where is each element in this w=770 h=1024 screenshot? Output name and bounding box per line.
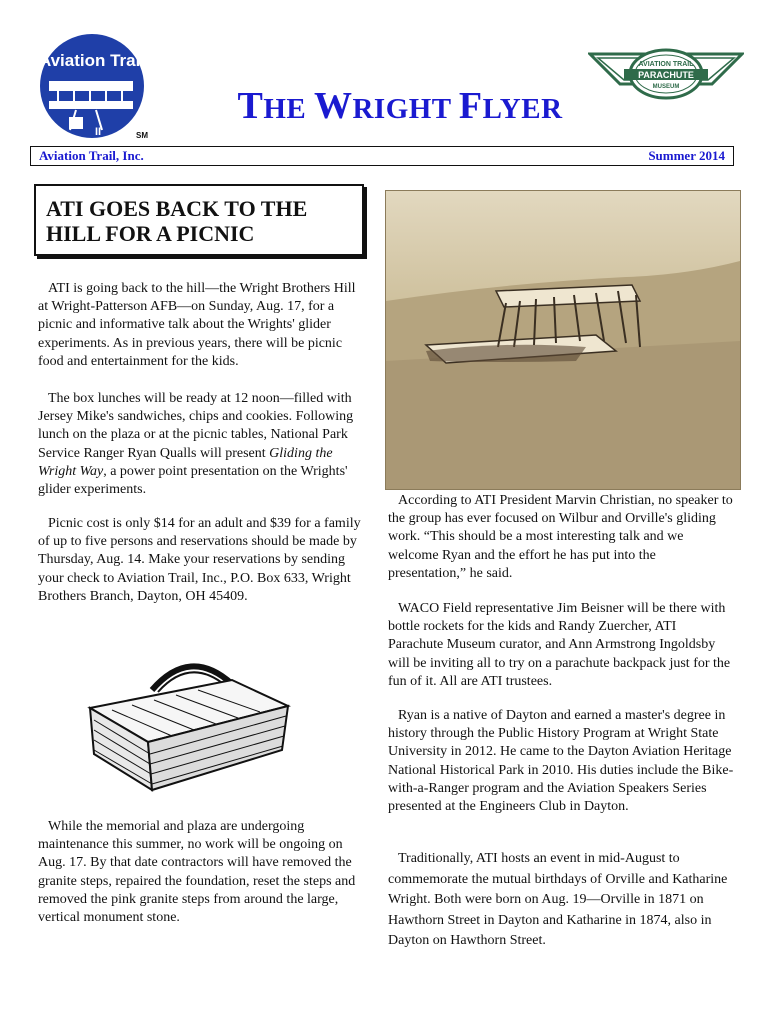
presentation-title: Gliding the Wright Way — [38, 445, 333, 479]
logo-right-line2: PARACHUTE — [638, 70, 694, 80]
paragraph-president-quote — [388, 492, 734, 583]
picnic-basket-illustration — [82, 650, 294, 798]
aviation-trail-logo — [36, 30, 148, 142]
paragraph-text: WACO Field representative Jim Beisner will be there with bottle rockets for the kids and Randy Zuercher, ATI Parachute Museum curator, and Ann Armstrong Ingoldsby will be inviting all to try on a parachute backpack just for the fun of it. All are ATI trustees. — [388, 601, 731, 689]
title-part: LYER — [482, 93, 563, 125]
title-part: F — [458, 85, 483, 127]
paragraph-text: While the memorial and plaza are undergoing maintenance this summer, no work will be ongoing on Aug. 17. By that date contractors will have removed the granite steps, repaired the foundation, reset the steps and removed the pink granite steps from around the large, vertical monument stone. — [38, 819, 356, 926]
paragraph-text: Ryan is a native of Dayton and earned a master's degree in history through the Public History Program at Wright State University in 2012. He came to the Dayton Aviation Heritage National Historical Park in 2010. His duties include the Bike-with-a-Ranger program and the Aviation Speakers Series presented at the Engineers Club in Dayton. — [388, 708, 734, 815]
paragraph-picnic-cost — [38, 515, 372, 606]
paragraph-text: The box lunches will be ready at 12 noon—filled with Jersey Mike's sandwiches, chips and cookies. Following lunch on the plaza or at the picnic tables, National Park Service Ranger Ryan Qualls will present — [38, 391, 354, 461]
title-part: HE — [263, 93, 314, 125]
title-part: RIGHT — [352, 93, 459, 125]
title-part: T — [237, 85, 264, 127]
paragraph-waco-field — [388, 600, 734, 691]
paragraph-box-lunches — [38, 390, 368, 499]
header-strip — [30, 146, 734, 166]
paragraph-birthdays — [388, 849, 734, 952]
paragraph-text: Traditionally, ATI hosts an event in mid-August to commemorate the mutual birthdays of Orville and Katharine Wright. Both were born on Aug. 19—Orville in 1871 on Hawthorn Street in Dayton and Katharine in 1874, also in Dayton on Hawthorn Street. — [388, 851, 728, 948]
paragraph-text: Picnic cost is only $14 for an adult and $39 for a family of up to five persons and reservations should be made by Thursday, Aug. 14. Make your reservations by sending your check to Aviation Trail, Inc., P.O. Box 633, Wright Brothers Branch, Dayton, OH 45409. — [38, 516, 361, 604]
logo-right-line1: AVIATION TRAIL — [638, 61, 694, 68]
headline-box — [34, 184, 364, 256]
svg-text:II: II — [94, 126, 102, 138]
logo-right-line3: MUSEUM — [652, 84, 680, 90]
issue-date: Summer 2014 — [648, 148, 725, 163]
headline: ATI GOES BACK TO THE HILL FOR A PICNIC — [46, 196, 308, 246]
paragraph-text: According to ATI President Marvin Christian, no speaker to the group has ever focused on Wilbur and Orville's gliding work. “This should be a most interesting talk and we welcome Ryan and the effort he has put into the presentation,” he said. — [388, 493, 733, 581]
paragraph-text: , a power point presentation on the Wrights' glider experiments. — [38, 463, 348, 498]
glider-photo — [385, 190, 741, 490]
paragraph-ryan-bio — [388, 707, 734, 816]
paragraph-picnic-intro — [38, 280, 368, 371]
logo-left-sm: SM — [136, 131, 148, 140]
paragraph-memorial-maintenance — [38, 818, 368, 927]
newsletter-title — [150, 84, 650, 128]
title-part: W — [313, 85, 353, 127]
logo-left-line1: Aviation Trail — [38, 51, 146, 70]
publisher-label: Aviation Trail, Inc. — [39, 148, 144, 163]
paragraph-text: ATI is going back to the hill—the Wright Brothers Hill at Wright-Patterson AFB—on Sunday, Aug. 17, for a picnic and informative talk about the Wrights' glider experiments. As in previous years, there will be picnic food and entertainment for the kids. — [38, 281, 356, 369]
